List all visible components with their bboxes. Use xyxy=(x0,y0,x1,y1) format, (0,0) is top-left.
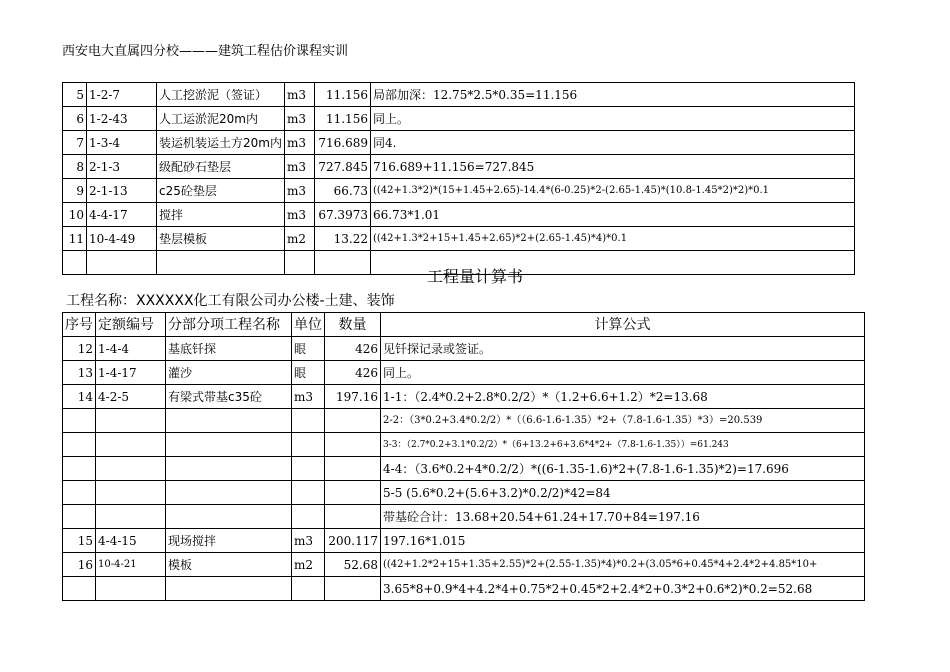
cell-unit: m3 xyxy=(284,131,314,155)
cell-code: 4-2-5 xyxy=(96,385,166,409)
cell-no: 10 xyxy=(63,203,87,227)
cell-no: 16 xyxy=(63,553,96,577)
table-row xyxy=(63,337,865,361)
header-qty: 数量 xyxy=(325,313,381,337)
header-name: 分部分项工程名称 xyxy=(166,313,292,337)
cell-unit xyxy=(292,577,325,601)
cell-name: c25砼垫层 xyxy=(157,179,285,203)
cell-name xyxy=(166,433,292,457)
table-header-row xyxy=(63,313,865,337)
cell-unit: m2 xyxy=(284,227,314,251)
cell-formula: 2-2：（3*0.2+3.4*0.2/2）*（（6.6-1.6-1.35）*2+（7.8-1.6-1.35）*3）=20.539 xyxy=(381,409,865,433)
cell-formula: 197.16*1.015 xyxy=(381,529,865,553)
table-row xyxy=(63,505,865,529)
cell-unit: m3 xyxy=(284,155,314,179)
cell-qty: 52.68 xyxy=(325,553,381,577)
cell-qty xyxy=(325,409,381,433)
cell-qty: 13.22 xyxy=(314,227,370,251)
cell-formula: 3.65*8+0.9*4+4.2*4+0.75*2+0.45*2+2.4*2+0.3*2+0.6*2)*0.2=52.68 xyxy=(381,577,865,601)
cell-no: 13 xyxy=(63,361,96,385)
table-row xyxy=(63,553,865,577)
table-row xyxy=(63,227,855,251)
cell-name xyxy=(166,409,292,433)
cell-unit: m3 xyxy=(284,83,314,107)
cell-qty: 727.845 xyxy=(314,155,370,179)
table-row xyxy=(63,155,855,179)
cell-qty: 716.689 xyxy=(314,131,370,155)
cell-code xyxy=(96,577,166,601)
cell-no xyxy=(63,577,96,601)
quantity-table xyxy=(62,312,865,601)
cell-qty: 197.16 xyxy=(325,385,381,409)
table-row xyxy=(63,361,865,385)
cell-unit xyxy=(292,457,325,481)
table-row xyxy=(63,203,855,227)
cell-no: 8 xyxy=(63,155,87,179)
cell-unit: m3 xyxy=(292,529,325,553)
cell-unit: 眼 xyxy=(292,361,325,385)
cell-no: 5 xyxy=(63,83,87,107)
cell-name xyxy=(166,481,292,505)
cell-unit: m3 xyxy=(284,203,314,227)
cell-code xyxy=(96,409,166,433)
cell-code: 1-4-17 xyxy=(96,361,166,385)
cell-qty: 11.156 xyxy=(314,107,370,131)
cell-no xyxy=(63,409,96,433)
cell-formula: 见钎探记录或签证。 xyxy=(381,337,865,361)
project-name: 工程名称：XXXXXX化工有限公司办公楼-土建、装饰 xyxy=(66,293,395,309)
cell-name xyxy=(166,577,292,601)
cell-qty xyxy=(325,481,381,505)
table-row xyxy=(63,529,865,553)
cell-no xyxy=(63,433,96,457)
cell-formula: 716.689+11.156=727.845 xyxy=(370,155,854,179)
cell-name: 模板 xyxy=(166,553,292,577)
cell-code xyxy=(96,481,166,505)
cell-qty xyxy=(325,457,381,481)
cell-code: 10-4-21 xyxy=(96,553,166,577)
cell-name: 人工挖淤泥（签证） xyxy=(157,83,285,107)
cell-unit xyxy=(292,505,325,529)
cell-name: 灌沙 xyxy=(166,361,292,385)
cell-code: 1-2-43 xyxy=(87,107,157,131)
cell-no: 7 xyxy=(63,131,87,155)
cell-name: 基底钎探 xyxy=(166,337,292,361)
cell-code: 2-1-3 xyxy=(87,155,157,179)
cell-formula: 同上。 xyxy=(370,107,854,131)
cell-unit xyxy=(292,409,325,433)
cell-formula: 局部加深：12.75*2.5*0.35=11.156 xyxy=(370,83,854,107)
header-unit: 单位 xyxy=(292,313,325,337)
table-row xyxy=(63,409,865,433)
cell-code: 4-4-15 xyxy=(96,529,166,553)
cell-formula: 1-1：（2.4*0.2+2.8*0.2/2）*（1.2+6.6+1.2）*2=13.68 xyxy=(381,385,865,409)
cell-code: 2-1-13 xyxy=(87,179,157,203)
quantity-table-continued xyxy=(62,82,855,275)
cell-no: 14 xyxy=(63,385,96,409)
cell-no: 12 xyxy=(63,337,96,361)
cell-no xyxy=(63,481,96,505)
cell-unit: m3 xyxy=(284,179,314,203)
cell-formula: 66.73*1.01 xyxy=(370,203,854,227)
cell-unit: m3 xyxy=(284,107,314,131)
cell-formula: 带基砼合计：13.68+20.54+61.24+17.70+84=197.16 xyxy=(381,505,865,529)
header-code: 定额编号 xyxy=(96,313,166,337)
cell-name xyxy=(166,457,292,481)
cell-no: 15 xyxy=(63,529,96,553)
cell-code xyxy=(96,457,166,481)
cell-qty: 426 xyxy=(325,337,381,361)
cell-formula: 3-3：（2.7*0.2+3.1*0.2/2）*（6+13.2+6+3.6*4*2+（7.8-1.6-1.35））=61.243 xyxy=(381,433,865,457)
cell-name: 人工运淤泥20m内 xyxy=(157,107,285,131)
cell-name: 搅拌 xyxy=(157,203,285,227)
cell-formula: ((42+1.2*2+15+1.35+2.55)*2+(2.55-1.35)*4)*0.2+(3.05*6+0.45*4+2.4*2+4.85*10+ xyxy=(381,553,865,577)
cell-code: 1-4-4 xyxy=(96,337,166,361)
cell-code xyxy=(96,505,166,529)
page-header: 西安电大直属四分校———建筑工程估价课程实训 xyxy=(62,44,349,59)
cell-unit: 眼 xyxy=(292,337,325,361)
cell-name: 垫层模板 xyxy=(157,227,285,251)
cell-qty: 426 xyxy=(325,361,381,385)
table-row xyxy=(63,385,865,409)
cell-qty: 11.156 xyxy=(314,83,370,107)
cell-formula: ((42+1.3*2+15+1.45+2.65)*2+(2.65-1.45)*4)*0.1 xyxy=(370,227,854,251)
cell-unit: m2 xyxy=(292,553,325,577)
cell-unit: m3 xyxy=(292,385,325,409)
cell-unit xyxy=(292,433,325,457)
cell-qty: 67.3973 xyxy=(314,203,370,227)
cell-no xyxy=(63,457,96,481)
cell-name: 现场搅拌 xyxy=(166,529,292,553)
cell-code: 4-4-17 xyxy=(87,203,157,227)
cell-code: 10-4-49 xyxy=(87,227,157,251)
cell-no: 11 xyxy=(63,227,87,251)
cell-qty: 200.117 xyxy=(325,529,381,553)
table-row xyxy=(63,481,865,505)
cell-code: 1-3-4 xyxy=(87,131,157,155)
table-row xyxy=(63,107,855,131)
cell-no: 9 xyxy=(63,179,87,203)
table-row xyxy=(63,433,865,457)
cell-name: 级配砂石垫层 xyxy=(157,155,285,179)
cell-name: 有梁式带基c35砼 xyxy=(166,385,292,409)
cell-formula: 4-4：（3.6*0.2+4*0.2/2）*((6-1.35-1.6)*2+(7.8-1.6-1.35)*2)=17.696 xyxy=(381,457,865,481)
table-row xyxy=(63,131,855,155)
cell-qty: 66.73 xyxy=(314,179,370,203)
cell-code: 1-2-7 xyxy=(87,83,157,107)
cell-code xyxy=(96,433,166,457)
cell-qty xyxy=(325,577,381,601)
header-formula: 计算公式 xyxy=(381,313,865,337)
cell-no xyxy=(63,505,96,529)
table-row xyxy=(63,577,865,601)
table-row xyxy=(63,179,855,203)
cell-formula: 同上。 xyxy=(381,361,865,385)
cell-formula: 5-5 (5.6*0.2+(5.6+3.2)*0.2/2)*42=84 xyxy=(381,481,865,505)
document-title: 工程量计算书 xyxy=(426,267,523,286)
table-row xyxy=(63,457,865,481)
cell-formula: ((42+1.3*2)*(15+1.45+2.65)-14.4*(6-0.25)*2-(2.65-1.45)*(10.8-1.45*2)*2)*0.1 xyxy=(370,179,854,203)
cell-name xyxy=(166,505,292,529)
cell-no: 6 xyxy=(63,107,87,131)
cell-unit xyxy=(292,481,325,505)
cell-qty xyxy=(325,433,381,457)
cell-qty xyxy=(325,505,381,529)
cell-formula: 同4. xyxy=(370,131,854,155)
table-row xyxy=(63,83,855,107)
header-no: 序号 xyxy=(63,313,96,337)
cell-name: 装运机装运土方20m内 xyxy=(157,131,285,155)
